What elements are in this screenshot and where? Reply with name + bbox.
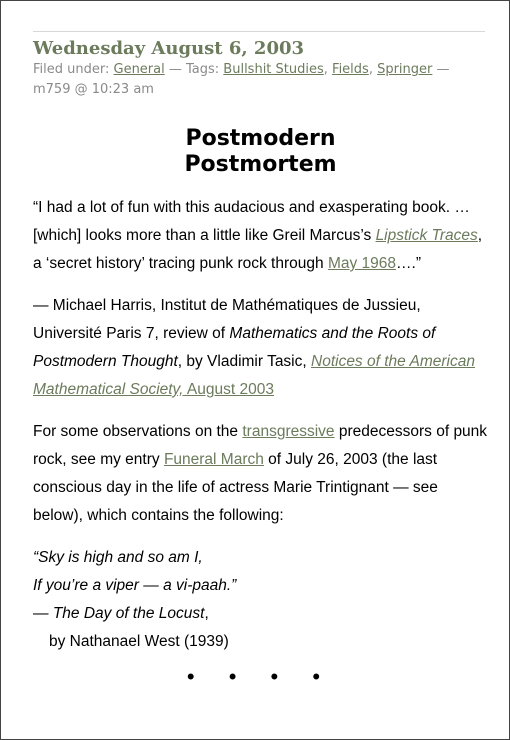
- tag-link-bullshit-studies[interactable]: Bullshit Studies: [223, 62, 324, 77]
- quote-line-1: “Sky is high and so am I,: [33, 549, 203, 566]
- tag-link-fields[interactable]: Fields: [332, 62, 369, 77]
- post-title-line1: Postmodern: [185, 126, 336, 151]
- link-may-1968[interactable]: May 1968: [327, 255, 397, 272]
- post-date-heading: Wednesday August 6, 2003: [33, 38, 305, 59]
- meta-suffix: —: [432, 62, 450, 77]
- post-meta: [33, 60, 488, 100]
- para2-text-a: — Michael Harris, Institut de Mathématiques de Jussieu, Université Paris 7, review of: [33, 297, 421, 342]
- para1-text-c: ….”: [396, 255, 421, 272]
- para3-text-b: predecessors of punk rock, see my entry: [33, 423, 488, 468]
- post-body: [33, 194, 488, 690]
- post-byline: m759 @ 10:23 am: [33, 82, 154, 97]
- quote-dash: —: [33, 605, 53, 622]
- attribution-paragraph: [33, 292, 488, 404]
- para3-text-a: For some observations on the: [33, 423, 243, 440]
- link-lipstick-traces-label: Lipstick Traces: [375, 227, 478, 244]
- post-title-line2: Postmortem: [184, 152, 337, 177]
- para1-text-b: , a ‘secret history’ tracing punk rock through: [33, 227, 483, 272]
- link-funeral-march[interactable]: Funeral March: [163, 451, 264, 468]
- post-title: [33, 126, 488, 178]
- para1-text-a: “I had a lot of fun with this audacious and exasperating book. … [which] looks more than a little like Greil Marcus’s: [33, 199, 470, 244]
- quote-source-title: The Day of the Locust: [52, 605, 205, 622]
- link-transgressive[interactable]: transgressive: [242, 423, 335, 440]
- para3-text-c: of July 26, 2003 (the last conscious day in the life of actress Marie Trintignant — see below), which contains the following:: [33, 451, 438, 524]
- link-notices-ams-date: August 2003: [183, 381, 274, 398]
- tag-separator: ,: [323, 62, 333, 77]
- link-lipstick-traces[interactable]: [376, 227, 478, 244]
- locust-quote: [33, 544, 488, 656]
- para2-text-b: , by Vladimir Tasic,: [177, 353, 311, 370]
- tag-link-springer[interactable]: Springer: [377, 62, 433, 77]
- book-title: Mathematics and the Roots of Postmodern Thought: [33, 325, 436, 370]
- quote-comma: ,: [204, 605, 209, 622]
- section-break-dots: • • • •: [186, 664, 335, 689]
- category-link-general[interactable]: General: [113, 62, 165, 77]
- top-divider: [33, 31, 485, 32]
- link-notices-ams-label: Notices of the American Mathematical Society,: [33, 353, 475, 398]
- quote-author-line: by Nathanael West (1939): [49, 633, 229, 650]
- observations-paragraph: [33, 418, 488, 530]
- filed-under-label: Filed under:: [33, 62, 114, 77]
- post: [33, 31, 488, 690]
- quote-line-2: If you’re a viper — a vi-paah.”: [33, 577, 237, 594]
- tag-separator: ,: [368, 62, 378, 77]
- review-quote-paragraph: [33, 194, 488, 278]
- tags-label: — Tags:: [164, 62, 224, 77]
